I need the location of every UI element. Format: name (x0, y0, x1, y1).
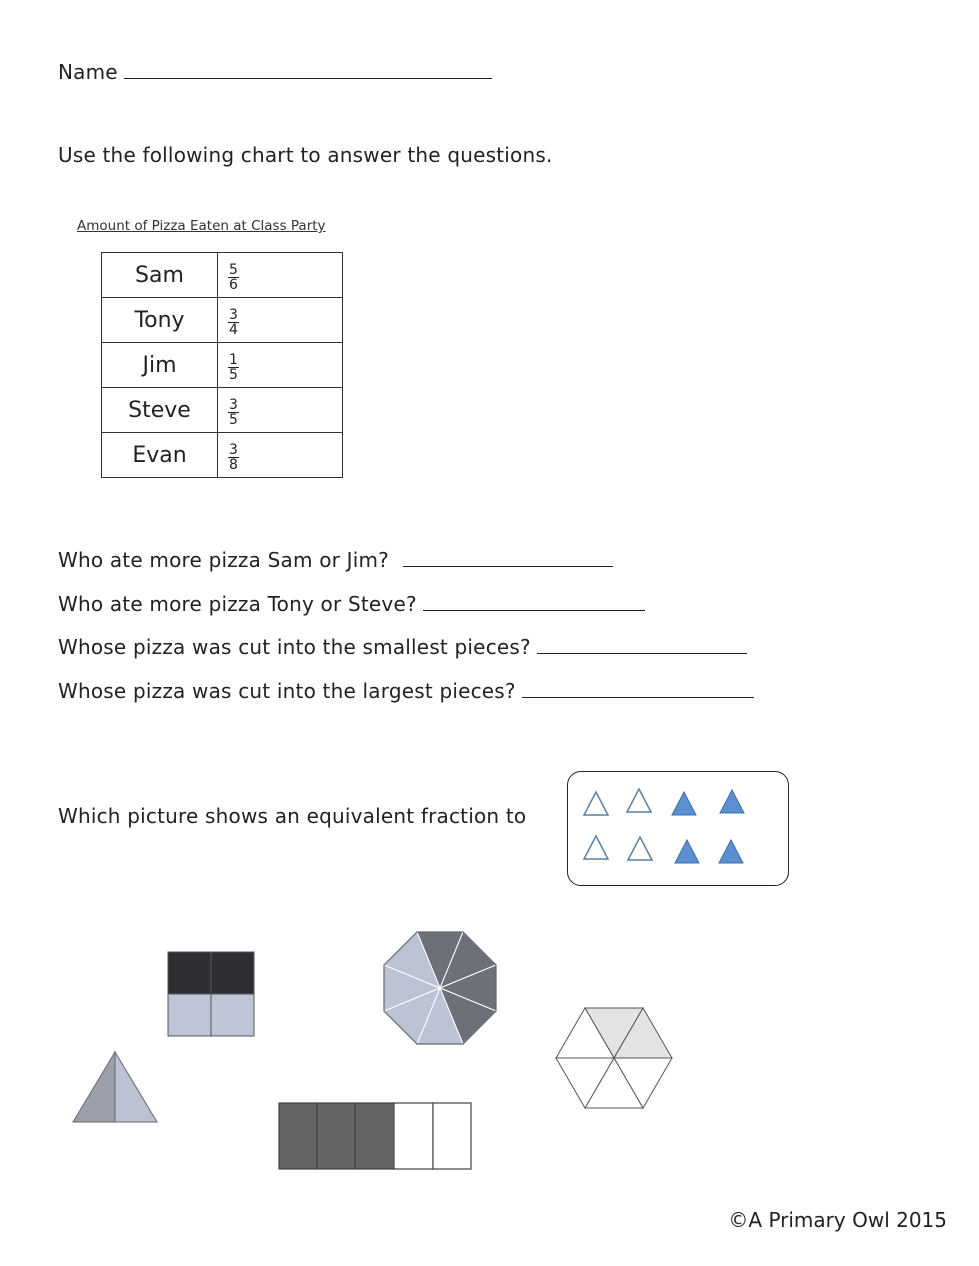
row-fraction (218, 298, 343, 343)
fraction-numerator: 3 (229, 396, 238, 413)
table-row (102, 388, 343, 433)
fraction-numerator: 3 (229, 441, 238, 458)
fraction-denominator: 6 (229, 276, 238, 293)
empty-triangle (628, 837, 652, 860)
copyright: ©A Primary Owl 2015 (728, 1208, 947, 1232)
fraction-numerator: 5 (229, 261, 238, 278)
row-name: Steve (102, 388, 218, 433)
question-3 (58, 635, 747, 659)
row-name: Jim (102, 343, 218, 388)
table-row (102, 433, 343, 478)
question-1 (58, 548, 613, 572)
question-text: Whose pizza was cut into the smallest pieces? (58, 635, 531, 659)
row-name: Tony (102, 298, 218, 343)
answer-blank[interactable] (423, 592, 645, 611)
fraction-denominator: 8 (229, 456, 238, 473)
fraction-denominator: 5 (229, 411, 238, 428)
row-fraction (218, 253, 343, 298)
question-2 (58, 592, 645, 616)
empty-triangle (584, 792, 608, 815)
shaded-triangle (720, 790, 744, 813)
question-4 (58, 679, 754, 703)
row-name: Evan (102, 433, 218, 478)
table-row (102, 343, 343, 388)
choice-triangle[interactable] (73, 1052, 157, 1122)
triangle-set (568, 772, 788, 885)
empty-triangle (627, 789, 651, 812)
row-fraction (218, 343, 343, 388)
name-answer-blank[interactable] (124, 60, 492, 79)
question-text: Who ate more pizza Sam or Jim? (58, 548, 389, 572)
chart-title: Amount of Pizza Eaten at Class Party (77, 218, 326, 234)
instructions: Use the following chart to answer the questions. (58, 143, 553, 167)
name-label: Name (58, 60, 118, 84)
row-fraction (218, 433, 343, 478)
empty-triangle (584, 836, 608, 859)
choice-rectangle[interactable] (279, 1103, 471, 1169)
fraction-numerator: 1 (229, 351, 238, 368)
name-line (58, 60, 492, 84)
choice-octagon[interactable] (384, 932, 496, 1044)
pizza-table (101, 252, 343, 478)
question-5: Which picture shows an equivalent fraction to (58, 804, 527, 828)
row-fraction (218, 388, 343, 433)
answer-blank[interactable] (537, 635, 747, 654)
fraction-numerator: 3 (229, 306, 238, 323)
fraction-denominator: 4 (229, 321, 238, 338)
table-row (102, 298, 343, 343)
choice-hexagon[interactable] (556, 1008, 672, 1108)
table-row (102, 253, 343, 298)
row-name: Sam (102, 253, 218, 298)
shaded-triangle (675, 840, 699, 863)
question-text: Who ate more pizza Tony or Steve? (58, 592, 417, 616)
choice-square[interactable] (168, 952, 254, 1036)
shaded-triangle (672, 792, 696, 815)
triangle-set-box (567, 771, 789, 886)
answer-blank[interactable] (522, 679, 754, 698)
shaded-triangle (719, 840, 743, 863)
fraction-denominator: 5 (229, 366, 238, 383)
question-text: Whose pizza was cut into the largest pieces? (58, 679, 516, 703)
answer-blank[interactable] (403, 548, 613, 567)
